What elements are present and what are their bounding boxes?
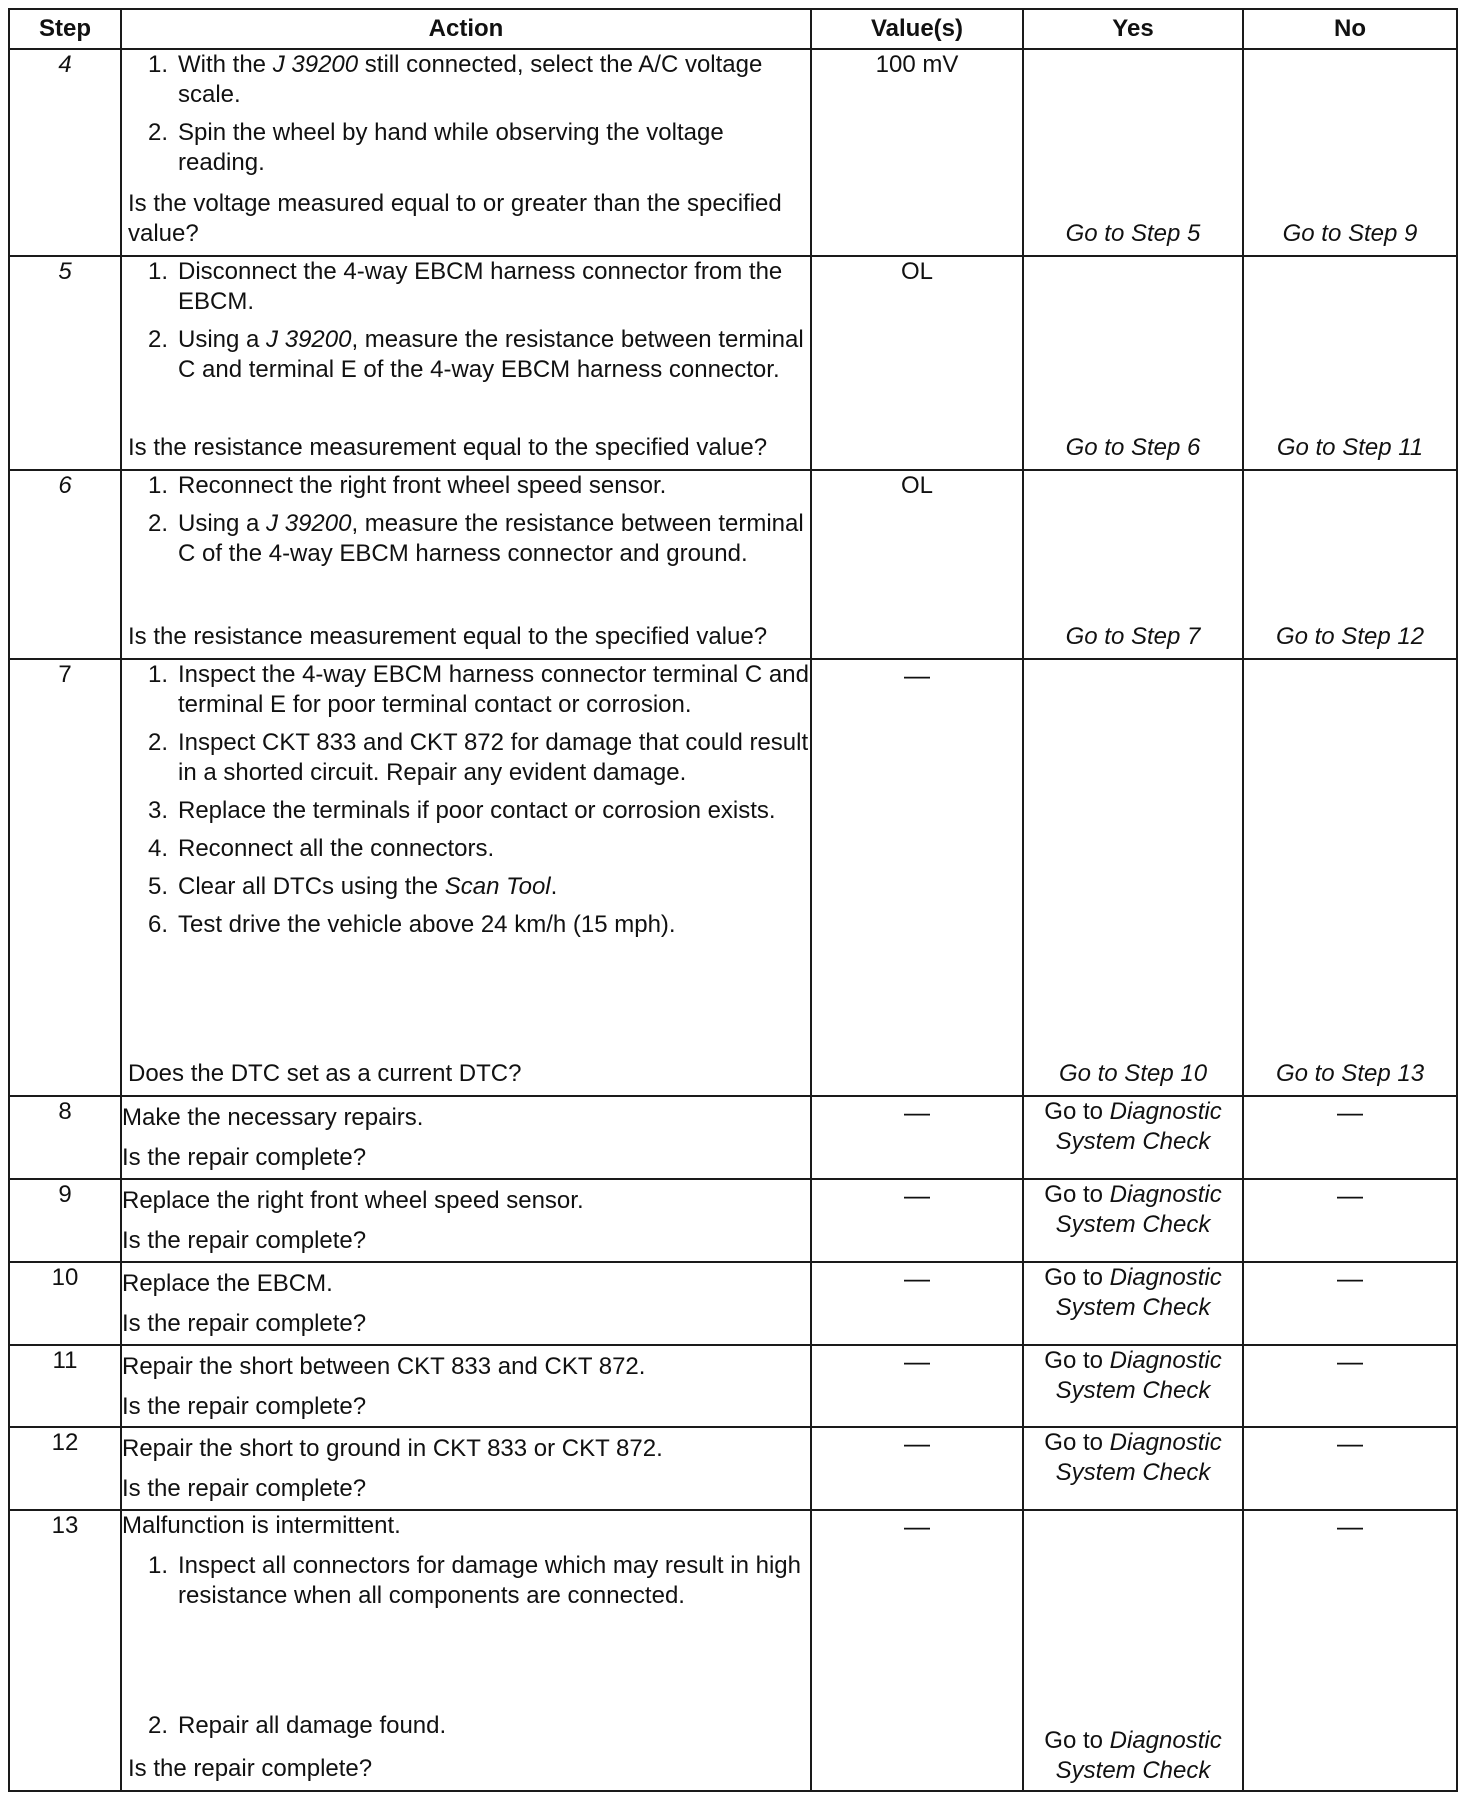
action-cell [121,659,811,1097]
list-item: 1. Inspect all connectors for damage which may result in high resistance when all components are connected. [148,1552,801,1610]
value-cell: OL [811,256,1023,470]
no-cell [1243,1179,1457,1262]
dash-mark: — [904,1262,930,1293]
list-item: 2. Spin the wheel by hand while observing the voltage reading. [148,119,724,176]
dash-mark: — [904,1180,930,1211]
dash-mark: — [1337,1180,1363,1211]
yes-cell [1023,1262,1243,1345]
action-cell [121,256,811,470]
value-cell [811,659,1023,1097]
yes-cell [1023,49,1243,256]
question-text: Is the repair complete? [122,1475,367,1503]
step-number: 9 [9,1179,121,1262]
goto-yes-link[interactable]: Go to Step 6 [1065,434,1201,462]
list-item: 4. Reconnect all the connectors. [148,834,495,862]
step-number: 11 [9,1345,121,1428]
no-cell [1243,1427,1457,1510]
question-text: Is the repair complete? [122,1227,367,1255]
value-cell [811,1345,1023,1428]
table-row [9,1179,1457,1262]
step-number: 5 [9,256,121,470]
goto-diagnostic-system-check-link[interactable]: Go to Diagnostic System Check [1044,1727,1222,1784]
no-cell [1243,49,1457,256]
dash-mark: — [904,1428,930,1459]
action-cell [121,1262,811,1345]
question-text: Is the resistance measurement equal to the specified value? [128,434,768,462]
value-cell [811,1262,1023,1345]
dash-mark: — [1337,1097,1363,1128]
yes-cell [1023,659,1243,1097]
action-text: Replace the EBCM. [122,1269,333,1297]
no-cell [1243,1262,1457,1345]
list-item: 2. Repair all damage found. [148,1712,447,1740]
action-text: Make the necessary repairs. [122,1104,424,1132]
goto-no-link[interactable]: Go to Step 12 [1275,622,1425,650]
dash-mark: — [904,1097,930,1128]
no-cell [1243,470,1457,659]
action-cell [121,1345,811,1428]
action-cell [121,1179,811,1262]
step-number: 7 [9,659,121,1097]
value-cell [811,1179,1023,1262]
yes-cell [1023,1096,1243,1179]
header-yes: Yes [1023,9,1243,49]
no-cell [1243,1096,1457,1179]
list-item: 1. Inspect the 4-way EBCM harness connector terminal C and terminal E for poor terminal contact or corrosion. [148,660,809,718]
step-number: 12 [9,1427,121,1510]
table-row [9,470,1457,659]
no-cell [1243,1345,1457,1428]
action-cell [121,49,811,256]
question-text: Is the repair complete? [122,1392,367,1420]
value-cell [811,1096,1023,1179]
goto-yes-link[interactable]: Go to Step 5 [1065,220,1201,248]
goto-no-link[interactable]: Go to Step 11 [1276,434,1424,462]
yes-cell [1023,1510,1243,1791]
step-number: 10 [9,1262,121,1345]
no-cell [1243,1510,1457,1791]
step-number: 6 [9,470,121,659]
no-cell [1243,659,1457,1097]
table-row [9,1427,1457,1510]
step-number: 4 [9,49,121,256]
yes-cell [1023,1345,1243,1428]
question-text: Is the repair complete? [128,1755,373,1782]
question-text: Does the DTC set as a current DTC? [128,1060,522,1088]
action-text: Repair the short between CKT 833 and CKT 872. [122,1352,646,1380]
list-item: 1. With the J 39200 still connected, select the A/C voltage scale. [148,51,763,108]
list-item: 2. Inspect CKT 833 and CKT 872 for damage that could result in a shorted circuit. Repair any evident damage. [148,728,809,786]
list-item: 3. Replace the terminals if poor contact or corrosion exists. [148,796,776,824]
header-no: No [1243,9,1457,49]
table-row [9,1262,1457,1345]
spacer [148,1619,810,1703]
header-row [9,9,1457,49]
dash-mark: — [1337,1262,1363,1293]
goto-diagnostic-system-check-link[interactable]: Go to Diagnostic System Check [1044,1181,1222,1239]
value-cell [811,1427,1023,1510]
action-cell [121,1096,811,1179]
dash-mark: — [904,1345,930,1376]
action-cell [121,1510,811,1791]
dash-mark: — [904,1511,930,1542]
action-cell [121,470,811,659]
dash-mark: — [1337,1345,1363,1376]
list-item: 2. Using a J 39200, measure the resistance between terminal C of the 4-way EBCM harness connector and ground. [148,510,804,568]
action-text: Repair the short to ground in CKT 833 or CKT 872. [122,1435,663,1463]
question-text: Is the resistance measurement equal to the specified value? [128,622,768,650]
step-number: 13 [9,1510,121,1791]
question-text: Is the voltage measured equal to or greater than the specified value? [128,190,782,248]
dash-mark: — [1337,1428,1363,1459]
step-number: 8 [9,1096,121,1179]
list-item: 1. Reconnect the right front wheel speed sensor. [148,472,667,500]
header-action: Action [121,9,811,49]
no-cell [1243,256,1457,470]
list-item: 5. Clear all DTCs using the Scan Tool. [148,872,558,900]
yes-cell [1023,470,1243,659]
dash-mark: — [904,659,930,690]
goto-yes-link[interactable]: Go to Step 10 [1058,1060,1208,1088]
yes-cell [1023,1427,1243,1510]
diagnostic-table [8,8,1458,1792]
goto-no-link[interactable]: Go to Step 13 [1275,1060,1425,1088]
goto-diagnostic-system-check-link[interactable]: Go to Diagnostic System Check [1044,1098,1222,1156]
header-step: Step [9,9,121,49]
action-text: Replace the right front wheel speed sensor. [122,1187,584,1215]
yes-cell [1023,256,1243,470]
question-text: Is the repair complete? [122,1144,367,1172]
goto-diagnostic-system-check-link[interactable]: Go to Diagnostic System Check [1044,1346,1222,1404]
action-cell [121,1427,811,1510]
table-row [9,659,1457,1097]
goto-diagnostic-system-check-link[interactable]: Go to Diagnostic System Check [1044,1429,1222,1487]
value-cell: OL [811,470,1023,659]
intro-text: Malfunction is intermittent. [122,1512,401,1540]
goto-diagnostic-system-check-link[interactable]: Go to Diagnostic System Check [1044,1263,1222,1321]
value-cell [811,1510,1023,1791]
dash-mark: — [1337,1511,1363,1542]
table-row [9,256,1457,470]
table-row [9,1345,1457,1428]
yes-cell [1023,1179,1243,1262]
list-item: 1. Disconnect the 4-way EBCM harness connector from the EBCM. [148,258,783,316]
table-row [9,49,1457,256]
table-row [9,1510,1457,1791]
value-cell: 100 mV [811,49,1023,256]
goto-no-link[interactable]: Go to Step 9 [1282,220,1418,248]
list-item: 2. Using a J 39200, measure the resistance between terminal C and terminal E of the 4-way EBCM harness connector. [148,326,804,384]
header-values: Value(s) [811,9,1023,49]
table-row [9,1096,1457,1179]
question-text: Is the repair complete? [122,1309,367,1337]
goto-yes-link[interactable]: Go to Step 7 [1065,622,1201,650]
list-item: 6. Test drive the vehicle above 24 km/h (15 mph). [148,910,676,938]
